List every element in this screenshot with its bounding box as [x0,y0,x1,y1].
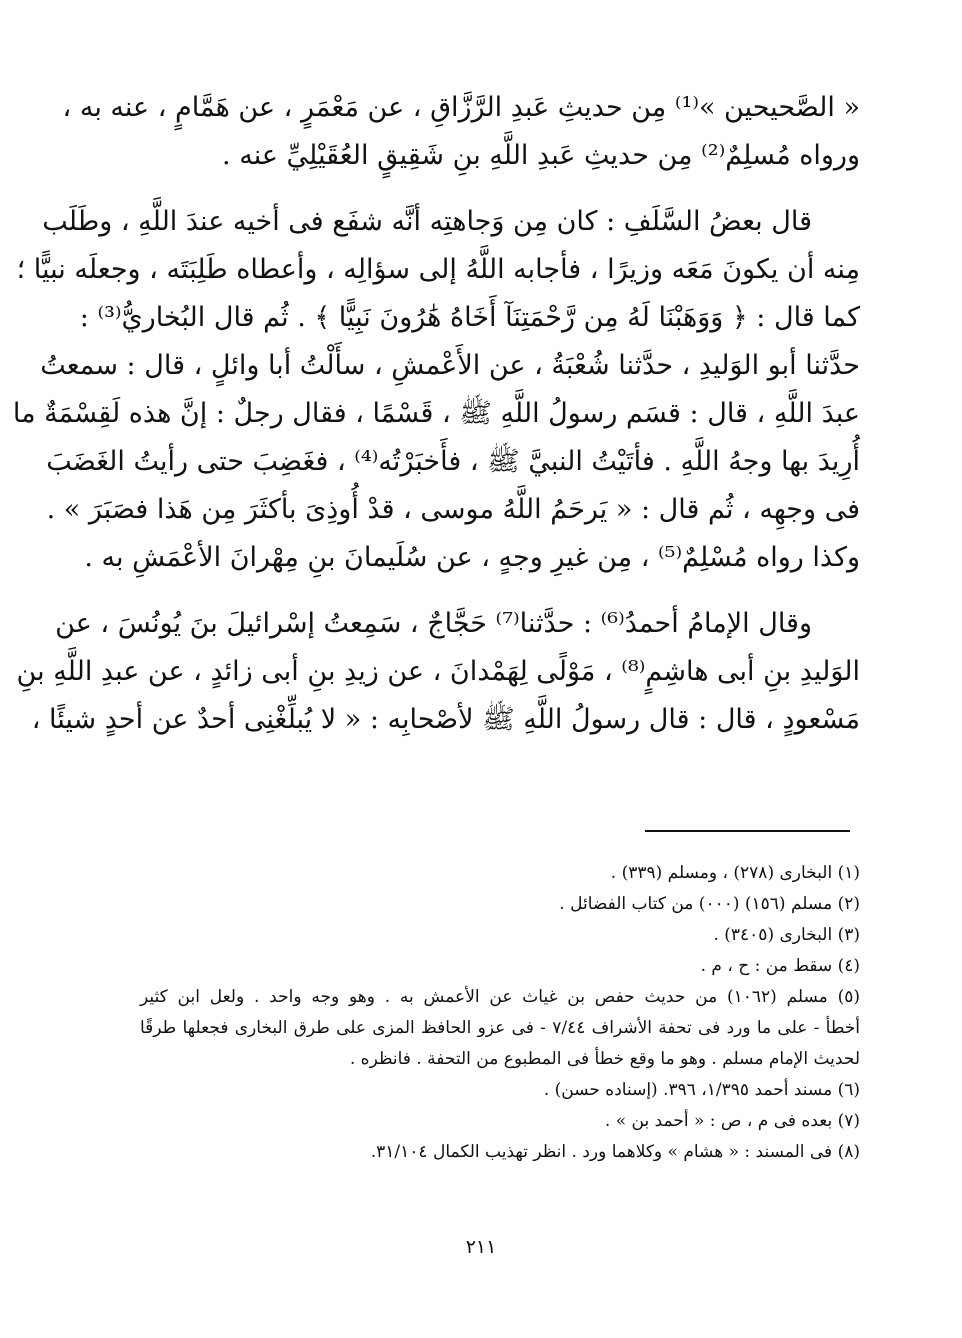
text-line: كما قال : ﴿ وَوَهَبْنَا لَهُ مِن رَّحْمَتِنَآ أَخَاهُ هَٰرُونَ نَبِيًّا ﴾ . ثُم قال البُخاريُّ⁽³⁾ : [79,302,860,333]
text-line: قال بعضُ السَّلَفِ : كان مِن وَجاهتِه أنَّه شفَع فى أخيه عندَ اللَّهِ ، وطَلَب [42,206,812,237]
text-line: حدَّثنا أبو الوَليدِ ، حدَّثنا شُعْبَةُ ، عن الأَعْمشِ ، سأَلْتُ أبا وائلٍ ، قال : سمعتُ [40,350,860,381]
text-line: وقال الإمامُ أحمدُ⁽⁶⁾ : حدَّثنا⁽⁷⁾ حَجَّاجٌ ، سَمِعتُ إسْرائيلَ بنَ يُونُسَ ، عن [55,608,812,639]
paragraph-1 [62,84,860,180]
footnote-6: (٦) مسند أحمد ١/٣٩٥، ٣٩٦. (إسناده حسن) . [543,1080,860,1100]
footnote-5-continued: لحديث الإمام مسلم . وهو ما وقع خطأ فى المطبوع من التحفة . فانظره . [349,1049,860,1069]
text-line: وكذا رواه مُسْلِمٌ⁽⁵⁾ ، مِن غيرِ وجهٍ ، عن سُلَيمانَ بنِ مِهْرانَ الأعْمَشِ به . [84,542,860,573]
text-line: فى وجهِه ، ثُم قال : « يَرحَمُ اللَّهُ موسى ، قدْ أُوذِىَ بأكثَرَ مِن هَذا فصَبَرَ » . [46,494,860,525]
text-line: « الصَّحيحين »⁽¹⁾ مِن حديثِ عَبدِ الرَّزَّاقِ ، عن مَعْمَرٍ ، عن هَمَّامٍ ، عنه به ، [62,92,860,123]
footnote-5-continued: أخطأ - على ما ورد فى تحفة الأشراف ٧/٤٤ - فى عزو الحافظ المزى على طرق البخارى فجعلها طرقًا [140,1018,861,1038]
footnote-7: (٧) بعده فى م ، ص : « أحمد بن » . [604,1111,860,1131]
footnotes [140,858,860,1168]
footnote-8: (٨) فى المسند : « هشام » وكلاهما ورد . انظر تهذيب الكمال ٣١/١٠٤. [370,1142,860,1162]
text-line: مِنه أن يكونَ مَعَه وزيرًا ، فأجابه اللَّهُ إلى سؤالِه ، وأعطاه طَلِبَتَه ، وجعلَه نبيًّا ؛ [16,254,860,285]
footnote-2: (٢) مسلم (١٥٦) (٠٠٠) من كتاب الفضائل . [559,894,860,914]
paragraph-3 [16,600,860,744]
paragraph-2 [12,198,860,582]
main-text [12,84,860,744]
text-line: الوَليدِ بنِ أبى هاشِمٍ⁽⁸⁾ ، مَوْلًى لِهَمْدانَ ، عن زيدِ بنِ أبى زائدٍ ، عن عبدِ اللَّهِ بنِ [16,656,860,687]
text-line: أُرِيدَ بها وجهُ اللَّهِ . فأتَيْتُ النبيَّ ﷺ ، فأَخبَرْتُه⁽⁴⁾ ، فغَضِبَ حتى رأيتُ الغَضَبَ [46,446,860,477]
text-line: مَسْعودٍ ، قال : قال رسولُ اللَّهِ ﷺ لأصْحابِه : « لا يُبلِّغْنِى أحدٌ عن أحدٍ شيئًا ، [31,704,860,735]
footnote-divider [645,830,850,832]
text-line: ورواه مُسلِمٌ⁽²⁾ مِن حديثِ عَبدِ اللَّهِ بنِ شَقِيقٍ العُقَيْلِيِّ عنه . [222,140,860,171]
footnote-3: (٣) البخارى (٣٤٠٥) . [713,925,860,945]
page-number: ٢١١ [465,1236,497,1258]
footnote-5: (٥) مسلم (١٠٦٢) من حديث حفص بن غياث عن الأعمش به . وهو وجه واحد . ولعل ابن كثير [140,987,860,1007]
text-line: عبدَ اللَّهِ ، قال : قسَم رسولُ اللَّهِ ﷺ ، قَسْمًا ، فقال رجلٌ : إنَّ هذه لَقِسْمَةٌ ما [12,398,860,429]
footnote-1: (١) البخارى (٢٧٨) ، ومسلم (٣٣٩) . [610,863,860,883]
footnote-4: (٤) سقط من : ح ، م . [700,956,860,976]
